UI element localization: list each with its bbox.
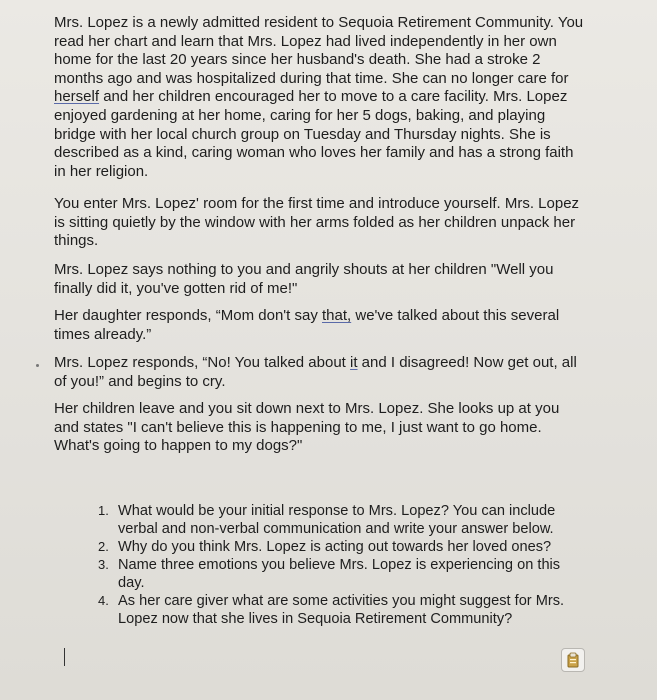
underlined-word: herself — [54, 88, 100, 106]
list-item: 3. Name three emotions you believe Mrs. Lopez is experiencing on this day. — [98, 557, 561, 591]
paragraph-children-leave: Her children leave and you sit down next to Mrs. Lopez. She looks up at you and states "I can't believe this is happening to me, I just want to go home. What's going to happen to my dogs?" — [54, 400, 560, 455]
paragraph-enter-room: You enter Mrs. Lopez' room for the first time and introduce yourself. Mrs. Lopez is sitting quietly by the window with her arms folded as her children unpack her things. — [54, 195, 580, 250]
paragraph-lopez-responds: Mrs. Lopez responds, “No! You talked about it and I disagreed! Now get out, all of you!” and begins to cry. — [54, 354, 577, 390]
text-cursor — [64, 648, 65, 666]
list-item: 4. As her care giver what are some activities you might suggest for Mrs. Lopez now that she lives in Sequoia Retirement Community? — [98, 593, 565, 627]
underlined-word: it — [350, 354, 358, 371]
paragraph-daughter: Her daughter responds, “Mom don't say that, we've talked about this several times already.” — [54, 307, 560, 343]
paragraph-background: Mrs. Lopez is a newly admitted resident to Sequoia Retirement Community. You read her chart and learn that Mrs. Lopez had lived independently in her own home for the last 20 years since her husband's death. She had a stroke 2 months ago and was hospitalized during that time. She can no longer care for herself and her children encouraged her to move to a care facility. Mrs. Lopez enjoyed gardening at her home, caring for her 5 dogs, baking, and playing bridge with her local church group on Tuesday and Thursday nights. She is described as a kind, caring woman who loves her family and has a strong faith in her religion. — [54, 14, 584, 180]
clipboard-icon[interactable] — [561, 648, 585, 672]
list-item: 1. What would be your initial response to Mrs. Lopez? You can include verbal and non-verbal communication and write your answer below. — [98, 503, 556, 537]
list-item: 2. Why do you think Mrs. Lopez is acting out towards her loved ones? — [98, 539, 552, 555]
underlined-word: that, — [322, 307, 352, 324]
question-list — [98, 502, 578, 628]
paragraph-shouts: Mrs. Lopez says nothing to you and angrily shouts at her children "Well you finally did it, you've gotten rid of me!" — [54, 261, 554, 297]
margin-dot — [36, 364, 39, 367]
